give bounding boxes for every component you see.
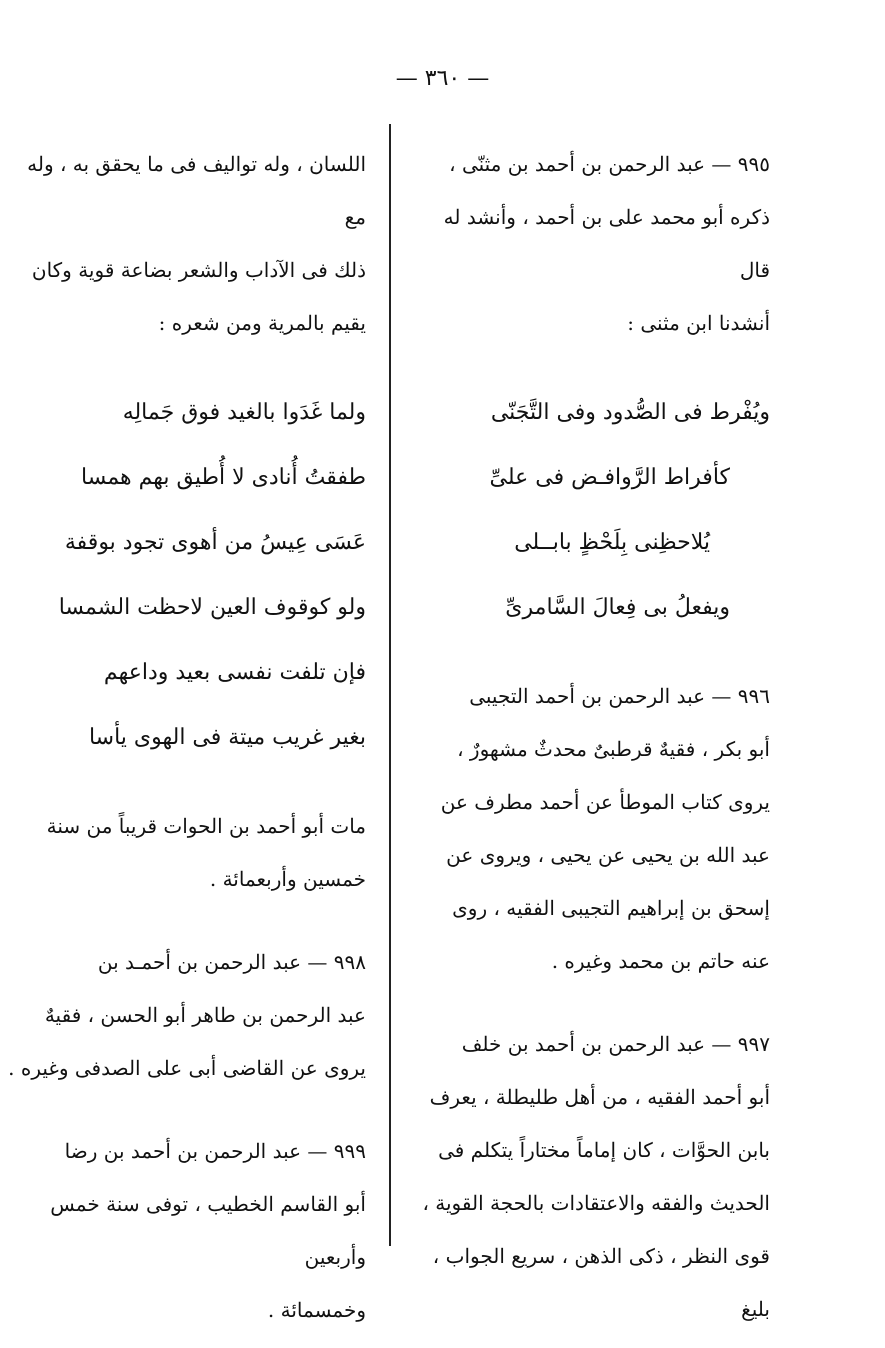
- entry-999-line: ٩٩٩ — عبد الرحمن بن أحمد بن رضا: [64, 1139, 366, 1163]
- entry-998-line: ٩٩٨ — عبد الرحمن بن أحمـد بن: [97, 950, 366, 974]
- left-column: [8, 138, 366, 1337]
- entry-997-line: ٩٩٧ — عبد الرحمن بن أحمد بن خلف: [461, 1032, 770, 1056]
- right-column: [410, 138, 770, 1336]
- death-note: [8, 800, 366, 906]
- entry-995: [410, 138, 770, 350]
- poem-verse: ولو كوقوف العين لاحظت الشمسا: [58, 595, 366, 620]
- continuation-line: اللسان ، وله تواليف فى ما يحقق به ، وله مع: [27, 152, 366, 229]
- entry-995-line: أنشدنا ابن مثنى :: [627, 311, 770, 335]
- poem-verse: فإن تلفت نفسى بعيد وداعهم: [103, 660, 366, 685]
- entry-997-line: قوى النظر ، ذكى الذهن ، سريع الجواب ، بليغ: [432, 1244, 770, 1321]
- entry-997: [410, 1018, 770, 1336]
- entry-999-line: وخمسمائة .: [267, 1298, 366, 1322]
- poem-verse: بغير غريب ميتة فى الهوى يأسا: [88, 725, 366, 750]
- poem-verse: كأفراط الرَّوافـض فى علىِّ: [489, 465, 730, 490]
- poem-verse: ولما غَدَوا بالغيد فوق جَمالِه: [122, 400, 366, 425]
- entry-997-line: أبو أحمد الفقيه ، من أهل طليطلة ، يعرف: [429, 1085, 770, 1109]
- page-number: — ٣٦٠ —: [395, 66, 490, 91]
- poem-verse: ويفعلُ بى فِعالَ السَّامرىِّ: [505, 595, 730, 620]
- continuation-line: يقيم بالمرية ومن شعره :: [158, 311, 366, 335]
- entry-999-line: أبو القاسم الخطيب ، توفى سنة خمس وأربعين: [50, 1192, 366, 1269]
- entry-996-line: يروى كتاب الموطأ عن أحمد مطرف عن: [440, 790, 770, 814]
- poem-verse: عَسَى عِيسُ من أهوى تجود بوقفة: [64, 530, 366, 555]
- death-note-line: خمسين وأربعمائة .: [209, 867, 366, 891]
- poem-verse: طفقتُ أُنادى لا أُطيق بهم همسا: [80, 465, 366, 490]
- column-divider: [389, 124, 391, 1246]
- entry-996-line: عبد الله بن يحيى عن يحيى ، ويروى عن: [446, 843, 770, 867]
- entry-997-line: الحديث والفقه والاعتقادات بالحجة القوية ،: [422, 1191, 770, 1215]
- entry-998: [8, 936, 366, 1095]
- entry-996-line: ٩٩٦ — عبد الرحمن بن أحمد التجيبى: [469, 684, 770, 708]
- continuation-line: ذلك فى الآداب والشعر بضاعة قوية وكان: [31, 258, 366, 282]
- poem-995: [410, 380, 770, 640]
- poem-verse: ويُفْرط فى الصُّدود وفى التَّجَنّى: [490, 400, 770, 425]
- entry-997-continuation: [8, 138, 366, 350]
- entry-997-line: بابن الحوَّات ، كان إماماً مختاراً يتكلم فى: [438, 1138, 770, 1162]
- entry-995-line: ذكره أبو محمد على بن أحمد ، وأنشد له قال: [443, 205, 770, 282]
- entry-998-line: عبد الرحمن بن طاهر أبو الحسن ، فقيهٌ: [44, 1003, 366, 1027]
- death-note-line: مات أبو أحمد بن الحوات قريباً من سنة: [46, 814, 366, 838]
- poem-verse: يُلاحظِنى بِلَحْظٍ بابــلى: [514, 530, 710, 555]
- entry-996: [410, 670, 770, 988]
- entry-999: [8, 1125, 366, 1337]
- entry-998-line: يروى عن القاضى أبى على الصدفى وغيره .: [8, 1056, 366, 1080]
- entry-996-line: إسحق بن إبراهيم التجيبى الفقيه ، روى: [452, 896, 770, 920]
- entry-995-line: ٩٩٥ — عبد الرحمن بن أحمد بن مثنّى ،: [449, 152, 770, 176]
- entry-996-line: عنه حاتم بن محمد وغيره .: [551, 949, 770, 973]
- entry-996-line: أبو بكر ، فقيهٌ قرطبىٌ محدثٌ مشهورٌ ،: [457, 737, 770, 761]
- poem-997: [8, 380, 366, 770]
